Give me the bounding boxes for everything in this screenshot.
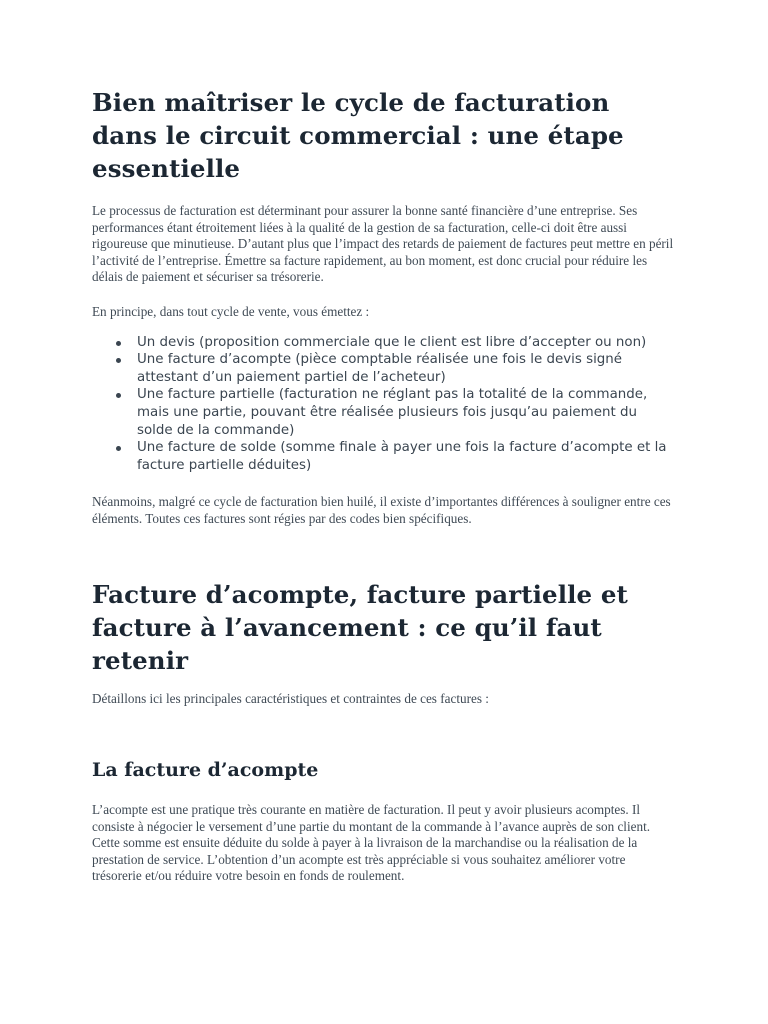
acompte-paragraph: L’acompte est une pratique très courante en matière de facturation. Il peut y avoir plusieurs acomptes. Il consiste à négocier le versement d’une partie du montant de la commande à l’avance auprès de son client. Cette somme est ensuite déduite du solde à payer à la livraison de la marchandise ou la réalisation de la prestation de service. L’obtention d’un acompte est très appréciable si vous souhaitez améliorer votre trésorerie et/ou réduire votre besoin en fonds de roulement. (92, 802, 651, 884)
bullet-icon (116, 446, 121, 451)
bullet-icon (116, 358, 121, 363)
list-item (116, 334, 676, 352)
list-item (116, 351, 676, 386)
list-item-text: Une facture partielle (facturation ne réglant pas la totalité de la commande, mais une partie, pouvant être réalisée plusieurs fois jusqu’au paiement du solde de la commande) (137, 387, 648, 438)
list-item-text: Une facture de solde (somme finale à payer une fois la facture d’acompte et la facture partielle déduites) (137, 440, 667, 473)
list-item-text: Une facture d’acompte (pièce comptable réalisée une fois le devis signé attestant d’un paiement partiel de l’acheteur) (137, 352, 623, 385)
principe-paragraph: En principe, dans tout cycle de vente, vous émettez : (92, 303, 370, 319)
page-title: Bien maîtriser le cycle de facturation dans le circuit commercial : une étape essentielle (92, 88, 624, 183)
invoice-types-list (92, 334, 676, 475)
subsection-title: La facture d’acompte (92, 759, 319, 782)
bullet-icon (116, 341, 121, 346)
section-intro-paragraph: Détaillons ici les principales caractéristiques et contraintes de ces factures : (92, 690, 489, 706)
list-item-text: Un devis (proposition commerciale que le client est libre d’accepter ou non) (137, 334, 647, 350)
list-item (116, 439, 676, 474)
bullet-icon (116, 393, 121, 398)
intro-paragraph: Le processus de facturation est déterminant pour assurer la bonne santé financière d’une entreprise. Ses performances étant étroitement liées à la qualité de la gestion de sa facturation, celle-ci doit être aussi rigoureuse que minutieuse. D’autant plus que l’impact des retards de paiement de factures peut mettre en péril l’activité de l’entreprise. Émettre sa facture rapidement, au bon moment, est donc crucial pour réduire les délais de paiement et sécuriser sa trésorerie. (92, 203, 674, 285)
section-title: Facture d’acompte, facture partielle et facture à l’avancement : ce qu’il faut retenir (92, 579, 628, 675)
neanmoins-paragraph: Néanmoins, malgré ce cycle de facturation bien huilé, il existe d’importantes différences à souligner entre ces éléments. Toutes ces factures sont régies par des codes bien spécifiques. (92, 494, 671, 526)
list-item (116, 386, 676, 439)
